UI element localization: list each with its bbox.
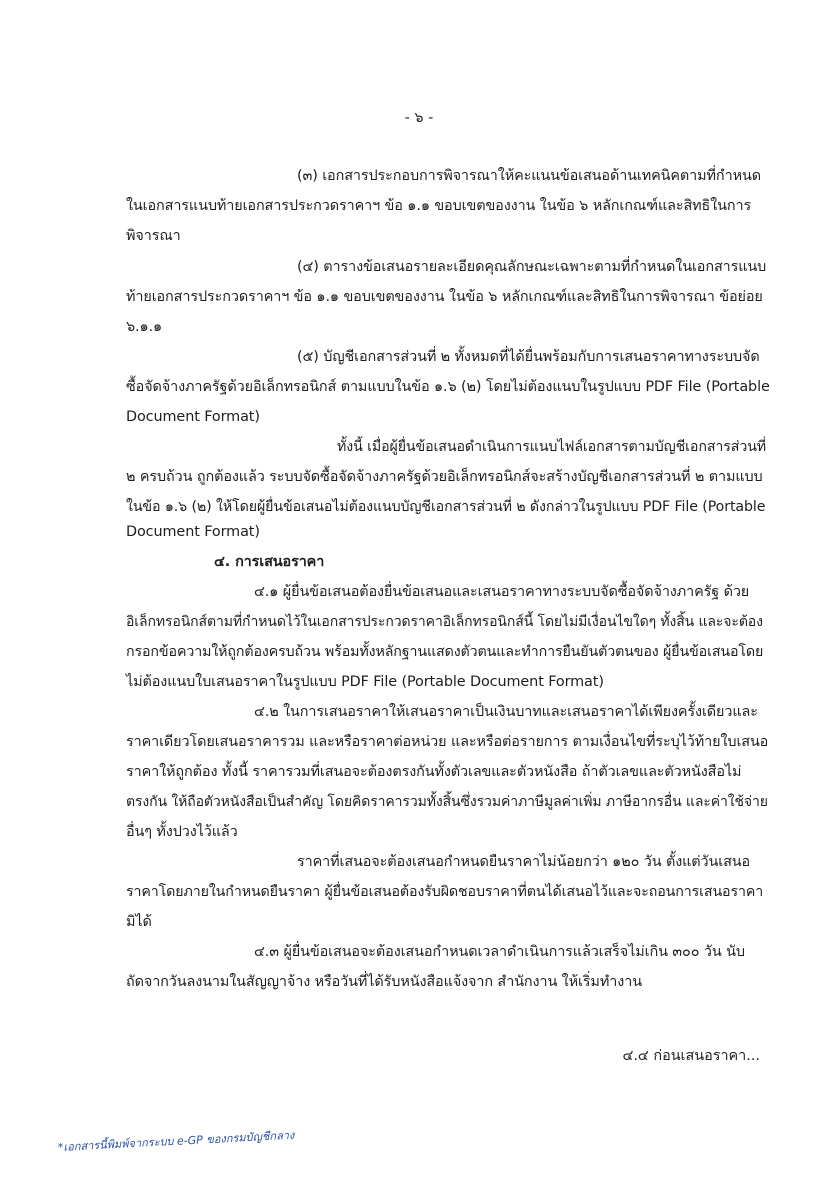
paragraph-line: ๔.๓ ผู้ยื่นข้อเสนอจะต้องเสนอกำหนดเวลาดำเนินการแล้วเสร็จไม่เกิน ๓๐๐ วัน นับ [254,944,745,960]
footer-note: *เอกสารนี้พิมพ์จากระบบ e-GP ของกรมบัญชีกลาง [57,1128,295,1154]
paragraph-line: ในข้อ ๑.๖ (๒) ให้โดยผู้ยื่นข้อเสนอไม่ต้องแนบบัญชีเอกสารส่วนที่ ๒ ดังกล่าวในรูปแบบ PDF File (Portable [126,499,766,515]
paragraph-line: ตรงกัน ให้ถือตัวหนังสือเป็นสำคัญ โดยคิดราคารวมทั้งสิ้นซึ่งรวมค่าภาษีมูลค่าเพิ่ม ภาษีอากรอื่น และค่าใช้จ่าย [126,794,768,810]
paragraph-line: ในเอกสารแนบท้ายเอกสารประกวดราคาฯ ข้อ ๑.๑ ขอบเขตของงาน ในข้อ ๖ หลักเกณฑ์และสิทธิในการ [126,198,752,214]
paragraph-line: ถัดจากวันลงนามในสัญญาจ้าง หรือวันที่ได้รับหนังสือแจ้งจาก สำนักงาน ให้เริ่มทำงาน [126,974,642,990]
paragraph-line: ทั้งนี้ เมื่อผู้ยื่นข้อเสนอดำเนินการแนบไฟล์เอกสารตามบัญชีเอกสารส่วนที่ [337,439,767,455]
paragraph-line: ไม่ต้องแนบใบเสนอราคาในรูปแบบ PDF File (Portable Document Format) [126,674,604,690]
paragraph-line: ท้ายเอกสารประกวดราคาฯ ข้อ ๑.๑ ขอบเขตของงาน ในข้อ ๖ หลักเกณฑ์และสิทธิในการพิจารณา ข้อย่อย [126,289,763,305]
paragraph-line: ราคาโดยภายในกำหนดยืนราคา ผู้ยื่นข้อเสนอต้องรับผิดชอบราคาที่ตนได้เสนอไว้และจะถอนการเสนอราคา [126,884,764,900]
paragraph-line: Document Format) [126,524,260,540]
paragraph-line: Document Format) [126,409,260,425]
paragraph-line: ราคาที่เสนอจะต้องเสนอกำหนดยืนราคาไม่น้อยกว่า ๑๒๐ วัน ตั้งแต่วันเสนอ [297,854,751,870]
paragraph-line: กรอกข้อความให้ถูกต้องครบถ้วน พร้อมทั้งหลักฐานแสดงตัวตนและทำการยืนยันตัวตนของ ผู้ยื่นข้อเสนอโดย [126,644,764,660]
continuation-marker: ๔.๔ ก่อนเสนอราคา... [622,1048,760,1064]
paragraph-line: ราคาให้ถูกต้อง ทั้งนี้ ราคารวมที่เสนอจะต้องตรงกันทั้งตัวเลขและตัวหนังสือ ถ้าตัวเลขและตัวหนังสือไม่ [126,764,742,780]
paragraph-line: (๕) บัญชีเอกสารส่วนที่ ๒ ทั้งหมดที่ได้ยื่นพร้อมกับการเสนอราคาทางระบบจัด [297,349,760,365]
paragraph-line: อิเล็กทรอนิกส์ตามที่กำหนดไว้ในเอกสารประกวดราคาอิเล็กทรอนิกส์นี้ โดยไม่มีเงื่อนไขใดๆ ทั้งสิ้น และจะต้อง [126,614,763,630]
page-number: - ๖ - [404,110,434,126]
paragraph-line: มิได้ [126,914,152,930]
paragraph-line: (๔) ตารางข้อเสนอรายละเอียดคุณลักษณะเฉพาะตามที่กำหนดในเอกสารแนบ [297,259,767,275]
paragraph-line: ซื้อจัดจ้างภาครัฐด้วยอิเล็กทรอนิกส์ ตามแบบในข้อ ๑.๖ (๒) โดยไม่ต้องแนบในรูปแบบ PDF File (Portable [126,379,770,395]
paragraph-line: อื่นๆ ทั้งปวงไว้แล้ว [126,824,238,840]
paragraph-line: (๓) เอกสารประกอบการพิจารณาให้คะแนนข้อเสนอด้านเทคนิคตามที่กำหนด [297,168,761,184]
paragraph-line: ๖.๑.๑ [126,319,163,335]
section-heading: ๔. การเสนอราคา [214,554,325,570]
paragraph-line: ราคาเดียวโดยเสนอราคารวม และหรือราคาต่อหน่วย และหรือต่อรายการ ตามเงื่อนไขที่ระบุไว้ท้ายใบเสนอ [126,734,769,750]
paragraph-line: พิจารณา [126,228,181,244]
paragraph-line: ๔.๒ ในการเสนอราคาให้เสนอราคาเป็นเงินบาทและเสนอราคาได้เพียงครั้งเดียวและ [254,704,758,720]
paragraph-line: ๒ ครบถ้วน ถูกต้องแล้ว ระบบจัดซื้อจัดจ้างภาครัฐด้วยอิเล็กทรอนิกส์จะสร้างบัญชีเอกสารส่วนที่ ๒ ตามแบบ [126,469,763,485]
paragraph-line: ๔.๑ ผู้ยื่นข้อเสนอต้องยื่นข้อเสนอและเสนอราคาทางระบบจัดซื้อจัดจ้างภาครัฐ ด้วย [254,584,750,600]
